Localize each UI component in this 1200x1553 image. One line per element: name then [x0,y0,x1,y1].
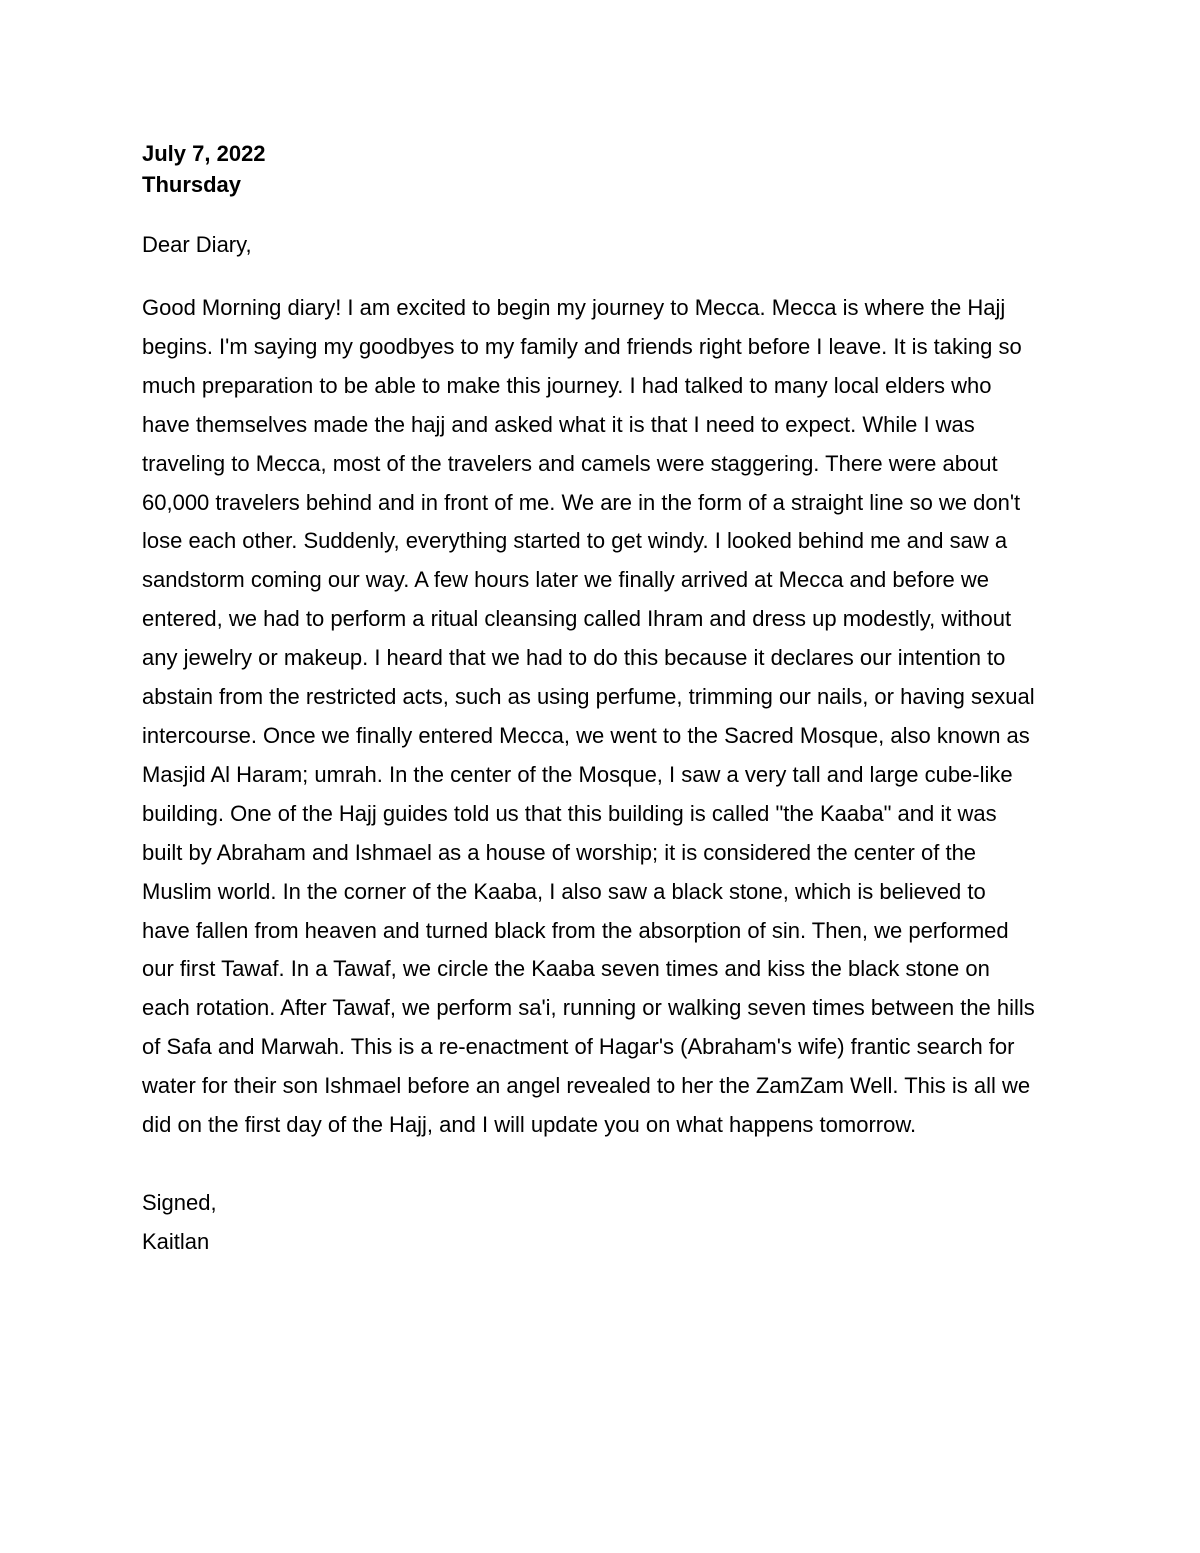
body-line: did on the first day of the Hajj, and I will update you on what happens tomorrow. [142,1112,917,1138]
body-line: begins. I'm saying my goodbyes to my family and friends right before I leave. It is taking so [142,333,1022,359]
entry-weekday: Thursday [142,172,242,197]
body-line: sandstorm coming our way. A few hours later we finally arrived at Mecca and before we [142,567,989,593]
body-line: built by Abraham and Ishmael as a house of worship; it is considered the center of the [142,839,977,865]
body-line: intercourse. Once we finally entered Mecca, we went to the Sacred Mosque, also known as [142,722,1030,748]
body-line: Muslim world. In the corner of the Kaaba, I also saw a black stone, which is believed to [142,878,986,904]
body-line: any jewelry or makeup. I heard that we had to do this because it declares our intention to [142,645,1006,671]
body-line: 60,000 travelers behind and in front of me. We are in the form of a straight line so we don't [142,489,1021,515]
body-line: each rotation. After Tawaf, we perform sa'i, running or walking seven times between the hills [142,995,1035,1021]
signature-name: Kaitlan [142,1228,210,1254]
salutation: Dear Diary, [142,232,252,257]
body-line: much preparation to be able to make this journey. I had talked to many local elders who [142,372,992,398]
body-line: have themselves made the hajj and asked what it is that I need to expect. While I was [142,411,975,437]
body-line: Masjid Al Haram; umrah. In the center of the Mosque, I saw a very tall and large cube-like [142,761,1013,787]
body-line: abstain from the restricted acts, such as using perfume, trimming our nails, or having sexual [142,684,1035,710]
body-line: Good Morning diary! I am excited to begin my journey to Mecca. Mecca is where the Hajj [142,295,1006,320]
body-line: lose each other. Suddenly, everything started to get windy. I looked behind me and saw a [142,528,1008,554]
entry-body [142,289,1072,1145]
entry-date: July 7, 2022 [142,141,266,166]
body-line: entered, we had to perform a ritual cleansing called Ihram and dress up modestly, without [142,606,1012,632]
body-line: of Safa and Marwah. This is a re-enactment of Hagar's (Abraham's wife) frantic search for [142,1034,1015,1060]
body-line: water for their son Ishmael before an angel revealed to her the ZamZam Well. This is all we [142,1073,1031,1099]
body-line: building. One of the Hajj guides told us that this building is called "the Kaaba" and it was [142,800,997,826]
sign-off [142,1183,1072,1261]
diary-entry [142,138,1072,1261]
body-line: our first Tawaf. In a Tawaf, we circle the Kaaba seven times and kiss the black stone on [142,956,990,982]
closing-text: Signed, [142,1189,217,1215]
body-line: have fallen from heaven and turned black from the absorption of sin. Then, we performed [142,917,1009,943]
body-line: traveling to Mecca, most of the travelers and camels were staggering. There were about [142,450,998,476]
